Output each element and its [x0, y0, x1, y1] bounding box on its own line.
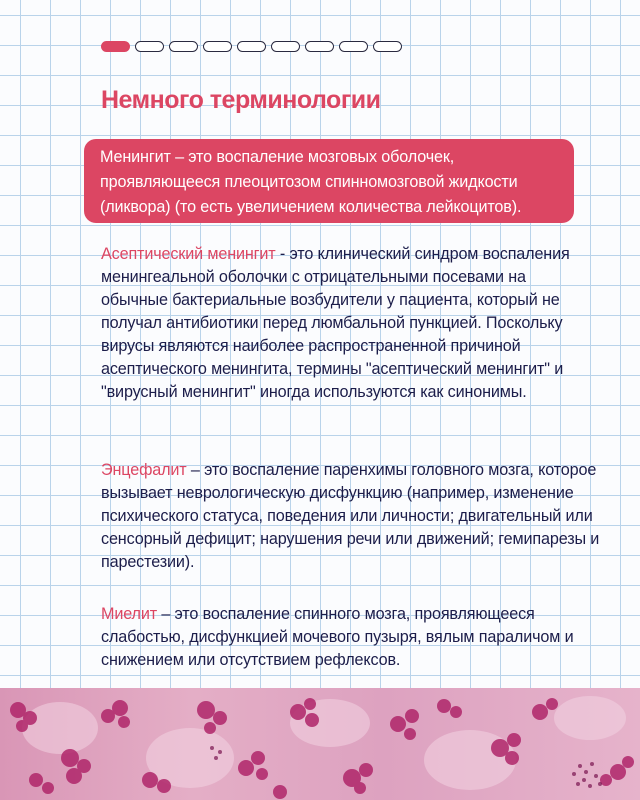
progress-dot-2: [135, 41, 164, 52]
aseptic-meningitis-definition: - это клинический синдром воспаления менингеальной оболочки с отрицательными посевами на обычные бактериальные возбудители у пациента, который не получал антибиотики перед люмбальной пункцией. Поскольку вирусы являются наиболее распространенной причиной асептического менингита, термины "асептический менингит" и "вирусный менингит" иногда используются как синонимы.: [101, 245, 570, 401]
myelitis-definition: – это воспаление спинного мозга, проявляющееся слабостью, дисфункцией мочевого пузыря, вялым параличом и снижением или отсутствием рефлексов.: [101, 605, 574, 669]
encephalitis-term: Энцефалит: [101, 461, 187, 479]
meningitis-definition-callout: Менингит – это воспаление мозговых оболочек, проявляющееся плеоцитозом спинномозговой жидкости (ликвора) (то есть увеличением количества лейкоцитов).: [84, 139, 574, 223]
progress-dot-9: [373, 41, 402, 52]
micrograph-image: [0, 688, 640, 800]
aseptic-meningitis-term: Асептический менингит: [101, 245, 276, 263]
page-title: Немного терминологии: [101, 86, 381, 114]
myelitis-term: Миелит: [101, 605, 157, 623]
progress-indicator: [101, 41, 402, 52]
myelitis-entry: [101, 603, 581, 672]
progress-dot-7: [305, 41, 334, 52]
aseptic-meningitis-entry: [101, 243, 571, 404]
progress-dot-8: [339, 41, 368, 52]
progress-dot-4: [203, 41, 232, 52]
encephalitis-definition: – это воспаление паренхимы головного мозга, которое вызывает неврологическую дисфункцию (например, изменение психического статуса, поведения или личности; двигательный или сенсорный дефицит; нарушения речи или движений; гемипарезы и парестезии).: [101, 461, 600, 571]
encephalitis-entry: [101, 459, 601, 574]
progress-dot-6: [271, 41, 300, 52]
micrograph-cells: [0, 688, 640, 800]
progress-dot-3: [169, 41, 198, 52]
progress-dot-5: [237, 41, 266, 52]
progress-dot-1: [101, 41, 130, 52]
